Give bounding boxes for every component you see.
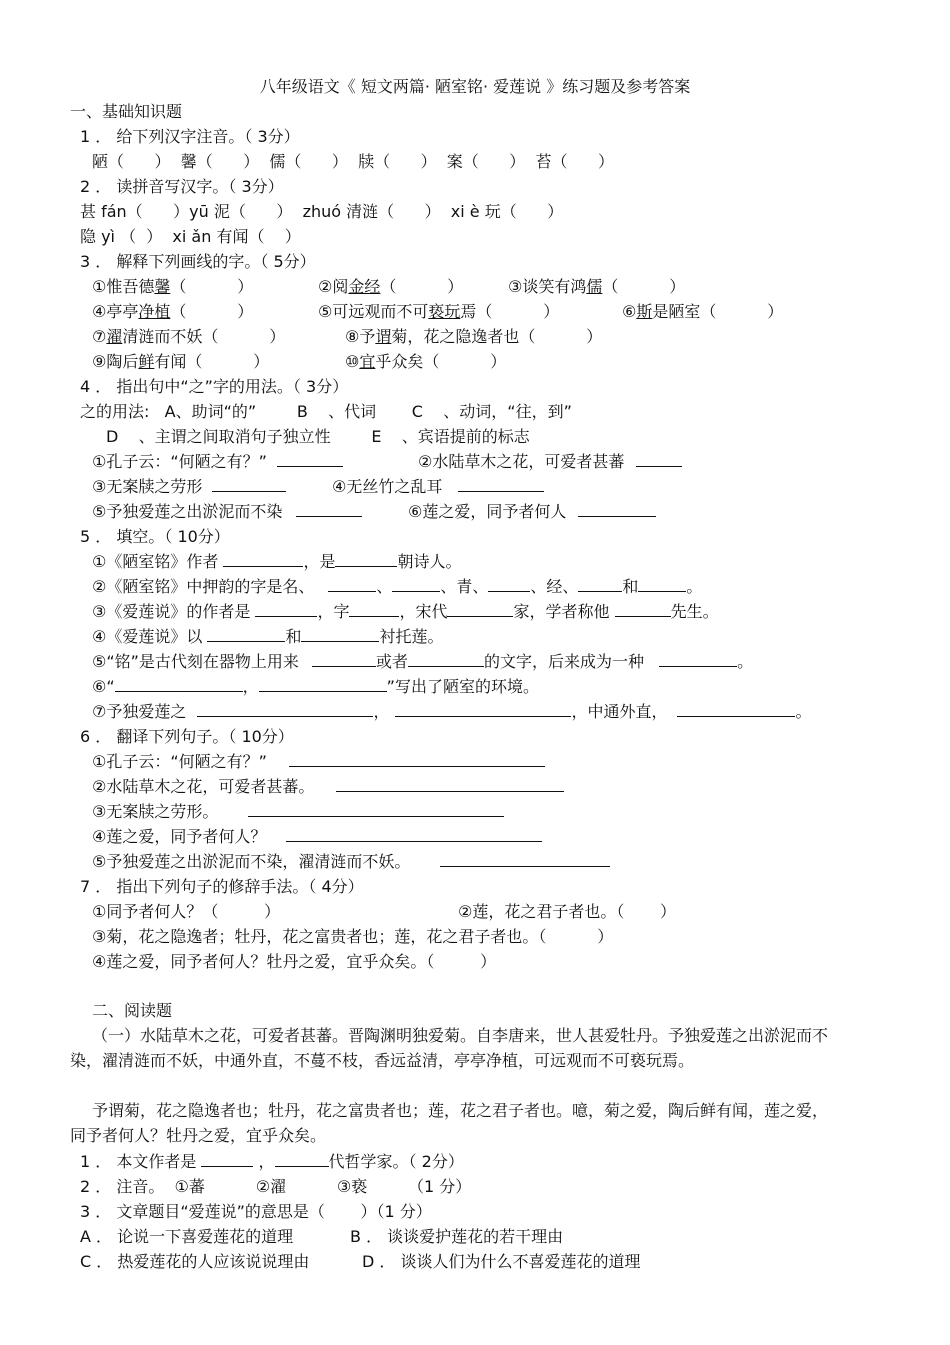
q1-label: 1 ． 给下列汉字注音。（ 3分） [80, 127, 300, 146]
q7-item: ①同予者何人？（ ） [92, 902, 281, 921]
q3-item: ⑥斯是陋室（ ） [622, 302, 784, 321]
passage-paragraph-1: （一）水陆草木之花，可爱者甚蕃。晋陶渊明独爱菊。自李唐来，世人甚爱牡丹。予独爱莲之出淤泥而不染，濯清涟而不妖，中通外直，不蔓不枝，香远益清，亭亭净植，可远观而不可亵玩焉。 [70, 1026, 829, 1070]
passage-paragraph-2: 予谓菊，花之隐逸者也；牡丹，花之富贵者也；莲，花之君子者也。噫，菊之爱，陶后鲜有闻，莲之爱，同予者何人？牡丹之爱，宜乎众矣。 [70, 1101, 829, 1145]
q4-item: ④无丝竹之乱耳 [332, 476, 544, 498]
reading-q1: 1 ． 本文作者是 ， 代哲学家。（ 2分） [80, 1152, 464, 1171]
q4-usage-2: D 、主谓之间取消句子独立性 E 、宾语提前的标志 [106, 427, 530, 446]
q7-label: 7 ． 指出下列句子的修辞手法。（ 4分） [80, 877, 364, 896]
q7-item: ③菊，花之隐逸者；牡丹，花之富贵者也；莲，花之君子者也。（ ） [92, 927, 614, 946]
q4-label: 4 ． 指出句中“之”字的用法。（ 3分） [80, 377, 349, 396]
q4-item: ⑥莲之爱，同予者何人 [408, 501, 656, 523]
q5-item: ④《爱莲说》以 和 衬托莲。 [92, 627, 444, 646]
q6-item: ③无案牍之劳形。 [92, 801, 504, 823]
reading-q2: 2 ． 注音。 ①蕃 ②濯 ③亵 （1 分） [80, 1177, 472, 1196]
q6-item: ④莲之爱，同予者何人？ [92, 826, 542, 848]
q5-item: ⑤“铭”是古代刻在器物上用来 或者 的文字，后来成为一种 。 [92, 652, 754, 671]
q3-item: ⑩宜乎众矣（ ） [345, 352, 507, 371]
option-d: D ． 谈谈人们为什么不喜爱莲花的道理 [362, 1252, 641, 1271]
q6-item: ①孔子云：“何陋之有？” [92, 751, 545, 773]
q3-item: ⑦濯清涟而不妖（ ） [92, 327, 286, 346]
q3-label: 3 ． 解释下列画线的字。（ 5分） [80, 252, 316, 271]
option-c: C ． 热爱莲花的人应该说说理由 [80, 1252, 310, 1271]
page-title: 八年级语文《 短文两篇· 陋室铭· 爱莲说 》练习题及参考答案 [259, 77, 691, 96]
q3-item: ③谈笑有鸿儒（ ） [508, 277, 686, 296]
q4-usage-1: 之的用法: A、助词“的” B 、代词 C 、动词，“往，到” [80, 402, 572, 421]
q5-item: ③《爱莲说》的作者是 ，字 ，宋代 家，学者称他 先生。 [92, 602, 719, 621]
q5-item: ①《陋室铭》作者 ，是 朝诗人。 [92, 552, 462, 571]
q2-row-2: 隐 yì （ ） xi ǎn 有闻（ ） [80, 227, 301, 246]
q5-item: ②《陋室铭》中押韵的字是名、 、 、青、 、经、 和 。 [92, 577, 703, 596]
q3-item: ④亭亭净植（ ） [92, 302, 254, 321]
q5-item: ⑦予独爱莲之 ， ，中通外直， 。 [92, 702, 812, 721]
q4-item: ③无案牍之劳形 [92, 476, 286, 498]
q1-row: 陋（ ） 馨（ ） 儒（ ） 牍（ ） 案（ ） 苔（ ） [92, 152, 614, 171]
q3-item: ⑤可远观而不可亵玩焉（ ） [318, 302, 560, 321]
section-1-heading: 一、基础知识题 [70, 102, 183, 121]
q7-item: ②莲，花之君子者也。（ ） [458, 902, 676, 921]
option-b: B ． 谈谈爱护莲花的若干理由 [350, 1227, 564, 1246]
q2-row-1: 甚 fán（ ）yū 泥（ ） zhuó 清涟（ ） xi è 玩（ ） [80, 202, 564, 221]
q4-item: ②水陆草木之花，可爱者甚蕃 [418, 451, 682, 473]
q5-item: ⑥“ ， ”写出了陋室的环境。 [92, 677, 539, 696]
section-2-heading: 二、阅读题 [92, 1001, 173, 1020]
option-a: A ． 论说一下喜爱莲花的道理 [80, 1227, 294, 1246]
q3-item: ①惟吾德馨（ ） [92, 277, 254, 296]
q7-item: ④莲之爱，同予者何人？牡丹之爱，宜乎众矣。（ ） [92, 952, 497, 971]
q5-label: 5 ． 填空。（ 10分） [80, 527, 230, 546]
q3-item: ⑧予谓菊，花之隐逸者也（ ） [345, 327, 603, 346]
q4-item: ①孔子云：“何陋之有？” [92, 451, 343, 473]
q2-label: 2 ． 读拼音写汉字。（ 3分） [80, 177, 284, 196]
q6-label: 6 ． 翻译下列句子。（ 10分） [80, 727, 294, 746]
reading-q3: 3 ． 文章题目“爱莲说”的意思是（ ）（1 分） [80, 1202, 432, 1221]
q4-item: ⑤予独爱莲之出淤泥而不染 [92, 501, 362, 523]
q3-item: ⑨陶后鲜有闻（ ） [92, 352, 270, 371]
q3-item: ②阅金经（ ） [318, 277, 464, 296]
q6-item: ⑤予独爱莲之出淤泥而不染，濯清涟而不妖。 [92, 851, 610, 873]
q6-item: ②水陆草木之花，可爱者甚蕃。 [92, 776, 564, 798]
